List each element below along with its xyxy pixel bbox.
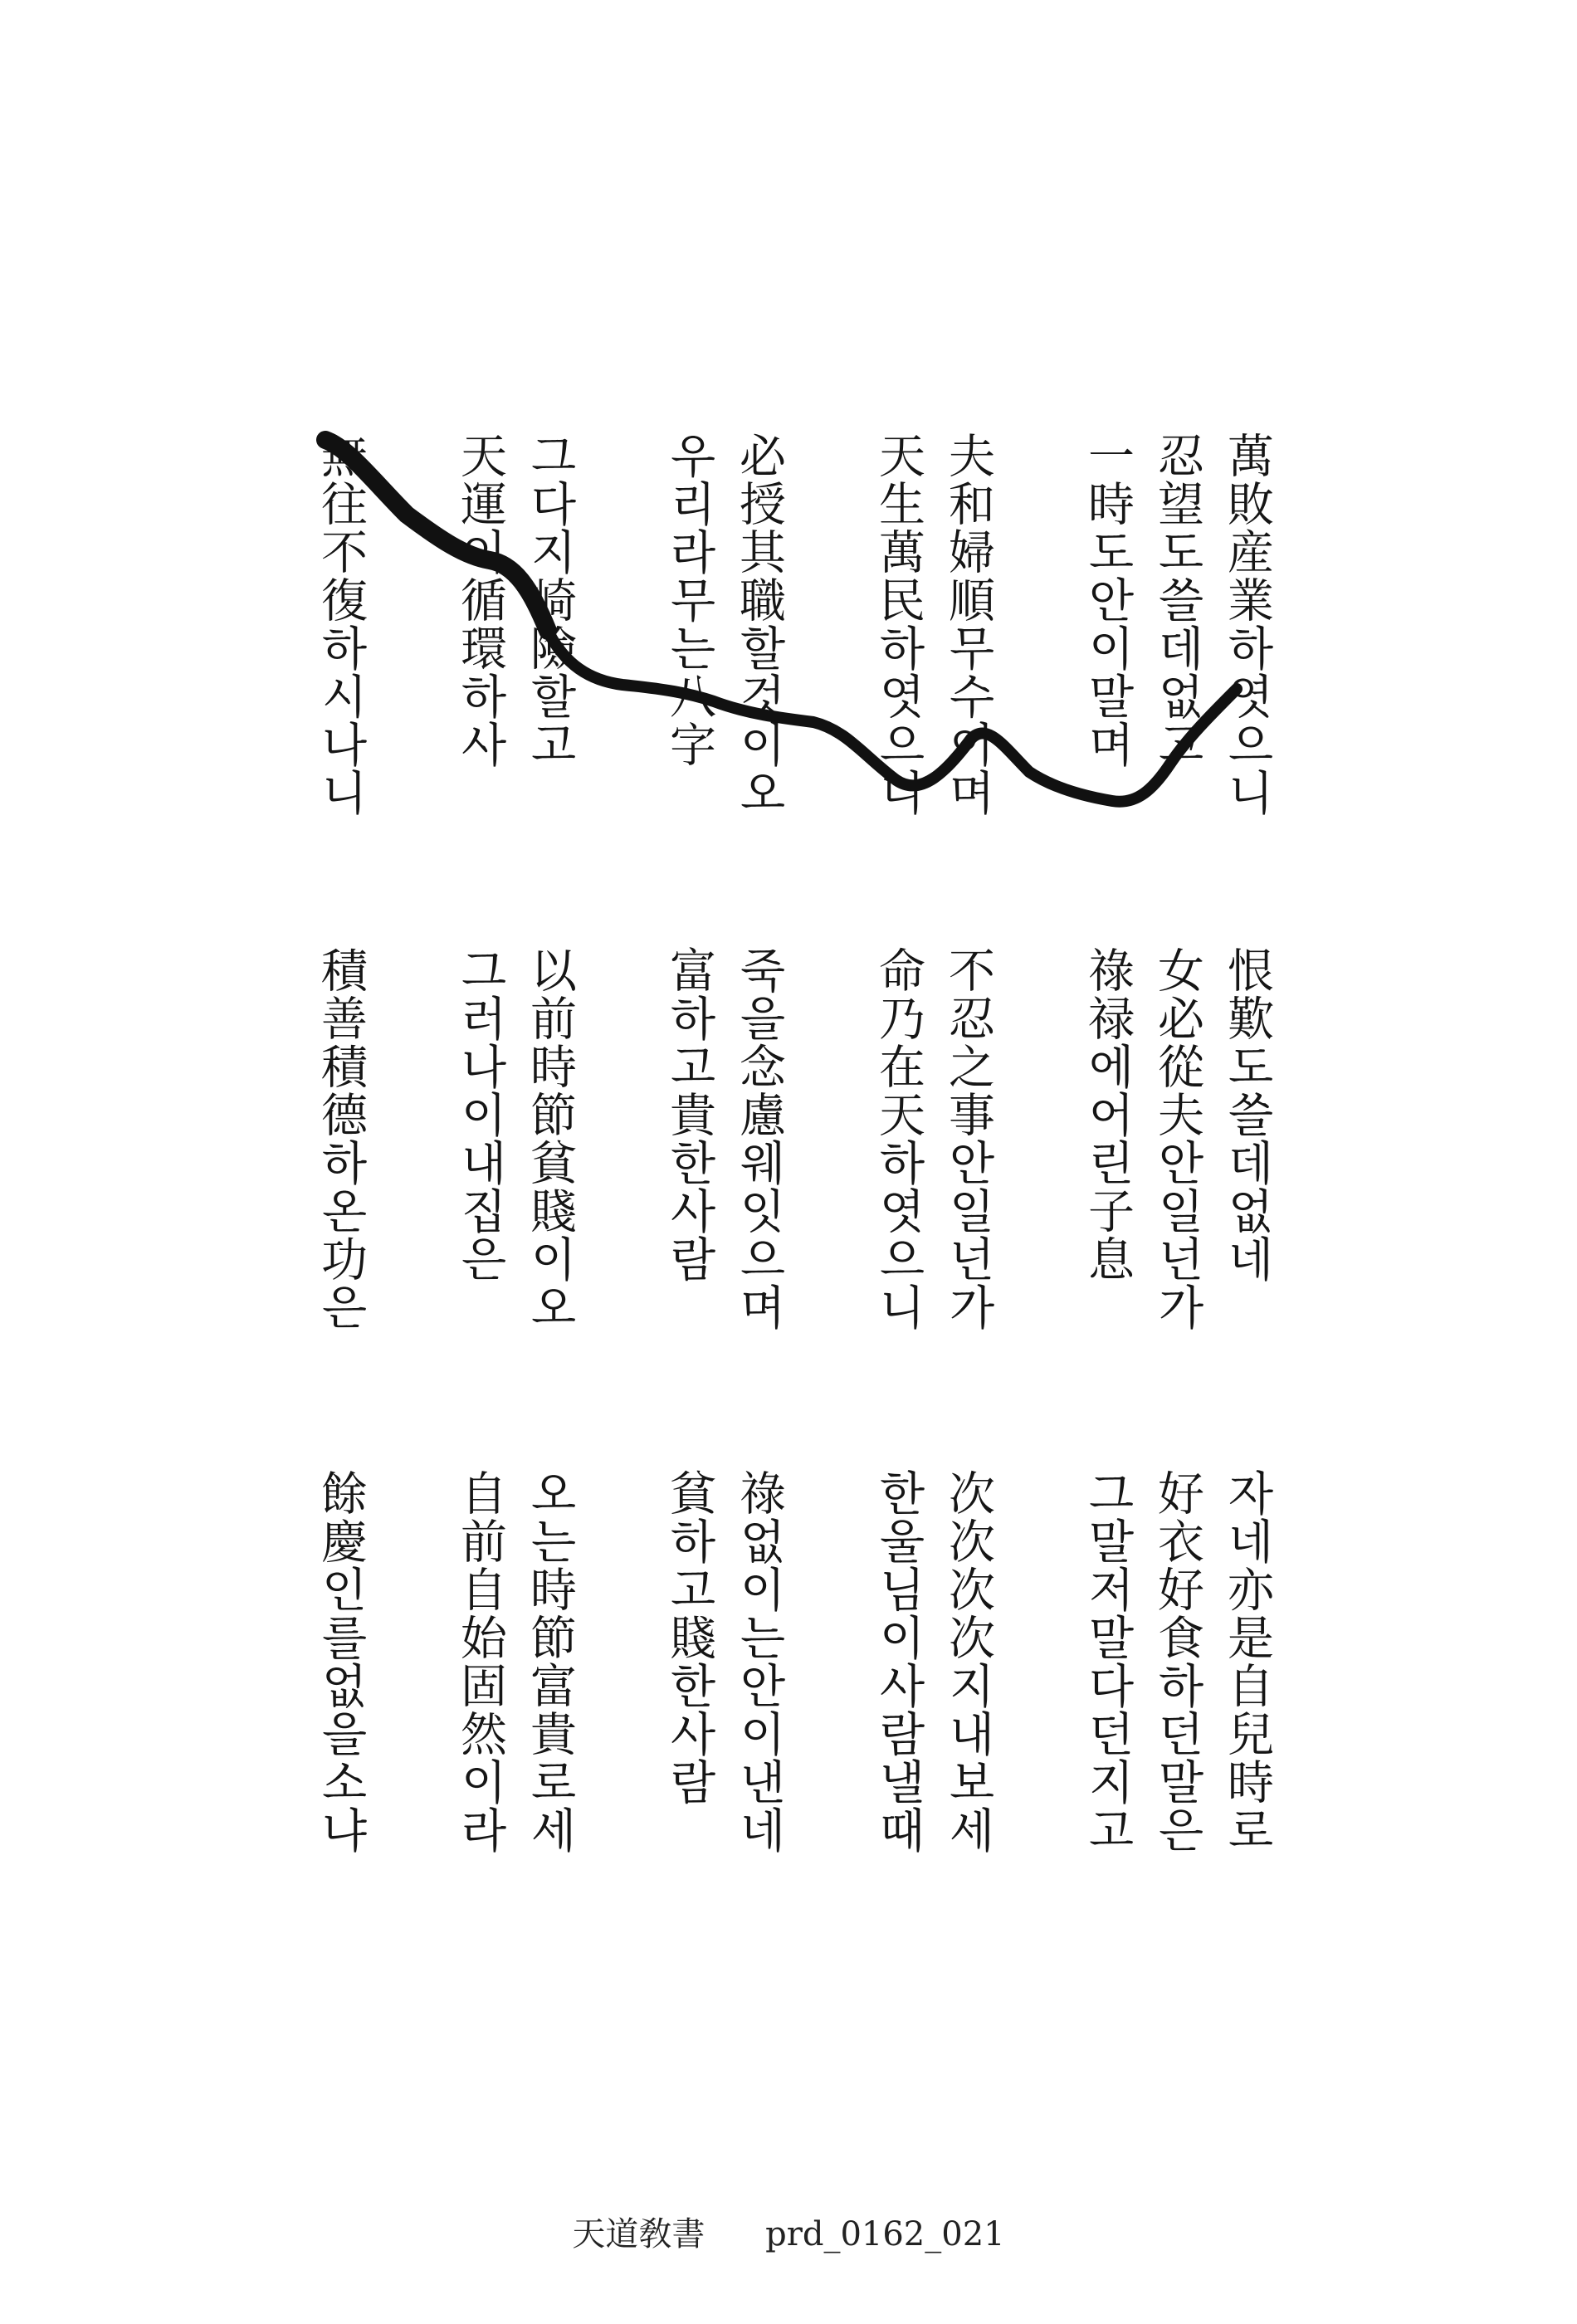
text-column: 命乃在天하엿으니: [872, 946, 925, 1331]
text-column: 오는時節富貴로세: [523, 1469, 577, 1854]
text-column: 祿없이는안이낸네: [732, 1469, 786, 1854]
text-block-middle: [309, 946, 1274, 1461]
text-column: 無往不復하시나니: [314, 432, 368, 817]
text-column: 不忍之事안일넌가: [941, 946, 995, 1331]
text-block-lower: [309, 1469, 1274, 1934]
text-column: 天生萬民하엿으니: [872, 432, 925, 817]
collection-title: 天道敎書: [572, 2215, 706, 2253]
text-column: 女必從夫안일넌가: [1150, 946, 1204, 1331]
text-column: 그러나이내집은: [453, 946, 507, 1283]
page-footer: [0, 2208, 1577, 2255]
text-column: 貧하고賤한사람: [662, 1469, 716, 1806]
text-column: 以前時節貧賤이오: [523, 946, 577, 1331]
manuscript-text-area: [314, 415, 1274, 1950]
text-column: 富하고貴한사람: [662, 946, 716, 1283]
text-column: 그말저말다던지고: [1081, 1469, 1135, 1854]
text-column: 餘慶인를없을소냐: [314, 1469, 368, 1854]
text-column: 萬敗産業하엿으니: [1220, 432, 1274, 817]
text-column: 그다지崎險할고: [523, 432, 577, 769]
text-column: 必授其職할것이오: [732, 432, 786, 817]
text-column: 夫和婦順무수이며: [941, 432, 995, 817]
text-column: 자네亦是自兒時로: [1220, 1469, 1274, 1854]
text-column: 祿禄에어린子息: [1081, 946, 1135, 1283]
text-column: 한울님이사람낼때: [872, 1469, 925, 1854]
text-column: 次次次次지내보세: [941, 1469, 995, 1854]
text-column: 죽을念慮웨잇으며: [732, 946, 786, 1331]
text-column: 天運이循環하사: [453, 432, 507, 769]
text-column: 忍望도쓸데없고: [1150, 432, 1204, 769]
text-column: 自前自始固然이라: [453, 1469, 507, 1854]
torn-edge-mark: [315, 415, 1270, 830]
text-column: 好衣好食하던말은: [1150, 1469, 1204, 1854]
text-column: 우리라무는八字: [662, 432, 716, 769]
page-identifier: prd_0162_021: [765, 2215, 1005, 2253]
text-column: 積善積德하온功은: [314, 946, 368, 1331]
text-column: 恨歎도쓸데없네: [1220, 946, 1274, 1283]
text-column: 一時도안이말며: [1081, 432, 1135, 769]
